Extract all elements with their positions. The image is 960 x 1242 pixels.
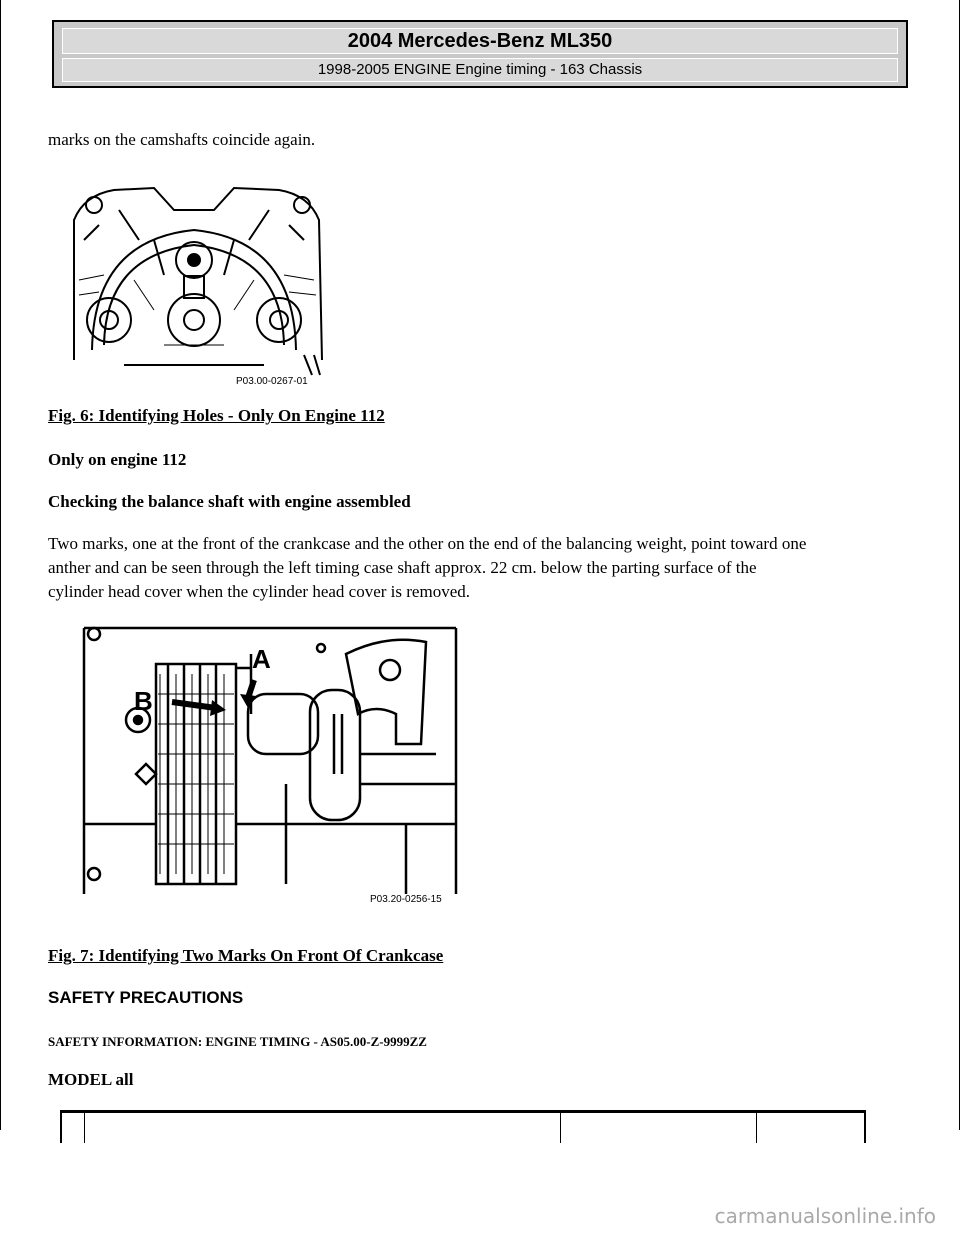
figure-6-caption: Fig. 6: Identifying Holes - Only On Engine 112 bbox=[48, 406, 385, 425]
intro-text: marks on the camshafts coincide again. bbox=[48, 130, 316, 149]
only-engine-heading: Only on engine 112 bbox=[48, 450, 187, 469]
table-column-divider bbox=[84, 1113, 85, 1143]
model-label: MODEL all bbox=[48, 1070, 134, 1089]
model-table bbox=[60, 1110, 866, 1143]
paragraph-line-2: anther and can be seen through the left timing case shaft approx. 22 cm. below the parting surface of the bbox=[48, 558, 757, 577]
table-column-divider bbox=[560, 1113, 561, 1143]
checking-heading: Checking the balance shaft with engine assembled bbox=[48, 492, 411, 511]
table-column-divider bbox=[756, 1113, 757, 1143]
paragraph-line-3: cylinder head cover when the cylinder head cover is removed. bbox=[48, 582, 470, 601]
figure-7-crankcase-image bbox=[76, 624, 460, 908]
safety-information: SAFETY INFORMATION: ENGINE TIMING - AS05.00-Z-9999ZZ bbox=[48, 1034, 427, 1049]
figure-7-code: P03.20-0256-15 bbox=[370, 894, 442, 905]
figure-6-code: P03.00-0267-01 bbox=[236, 376, 308, 387]
safety-heading: SAFETY PRECAUTIONS bbox=[48, 988, 244, 1007]
header-subtitle: 1998-2005 ENGINE Engine timing - 163 Chassis bbox=[62, 58, 898, 82]
figure-6-engine-timing-image bbox=[64, 180, 332, 390]
page-border-left bbox=[0, 0, 1, 1130]
figure-7-caption: Fig. 7: Identifying Two Marks On Front Of Crankcase bbox=[48, 946, 444, 965]
figure-7-label-a: A bbox=[252, 644, 271, 674]
watermark: carmanualsonline.info bbox=[714, 1204, 936, 1228]
figure-7-label-b: B bbox=[134, 686, 153, 716]
page-header bbox=[52, 20, 908, 88]
header-title: 2004 Mercedes-Benz ML350 bbox=[62, 28, 898, 54]
paragraph-line-1: Two marks, one at the front of the crankcase and the other on the end of the balancing weight, point toward one bbox=[48, 534, 807, 553]
